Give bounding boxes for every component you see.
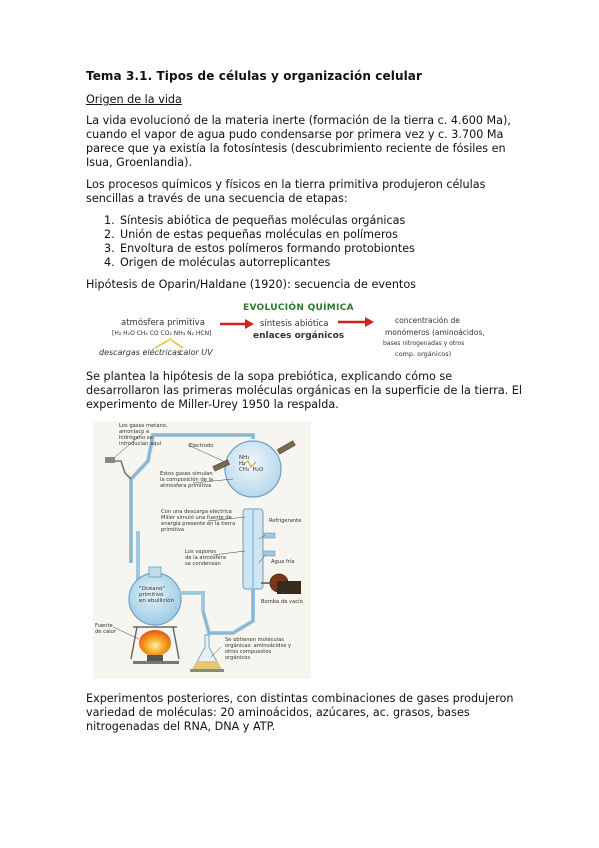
miller-urey-figure [93,421,311,679]
list-item: 1. Síntesis abiótica de pequeñas moléculas orgánicas [104,214,406,227]
paragraph-prebiotic-soup: Se plantea la hipótesis de la sopa prebiótica, explicando cómo se desarrollaron las primeras moléculas orgánicas en la superficie de la tierra. El experimento de Miller-Urey 1950 la respalda. [86,370,522,411]
paragraph-later-experiments: Experimentos posteriores, con distintas combinaciones de gases produjeron variedad de moléculas: 20 aminoácidos, azúcares, ac. grasos, bases nitrogenadas del RNA, DNA y ATP. [86,692,514,733]
result-line-1: concentración de [395,316,460,325]
label-ocean: "Océano" primitivo en ebullición [139,586,174,604]
label-heat: Fuente de calor [95,623,116,635]
discharges-label: descargas eléctricas [99,348,182,357]
result-line-4: comp. orgánicos) [395,350,452,358]
diagram-arrows [95,300,505,362]
flame-icon [139,630,171,656]
hypothesis-line: Hipótesis de Oparin/Haldane (1920): secuencia de eventos [86,278,416,291]
label-result: Se obtienen moléculas orgánicas: aminoácidos y otros compuestos orgánicos [225,637,292,661]
atmosphere-label: atmósfera primitiva [121,318,205,328]
label-water: Agua fría [271,559,295,565]
section-heading: Origen de la vida [86,93,182,106]
list-item: 4. Origen de moléculas autorreplicantes [104,256,331,269]
label-flask-gases: NH₃ H₂ CH₄ H₂O [239,455,264,473]
label-electrode: Electrodo [189,443,214,449]
paragraph-processes: Los procesos químicos y físicos en la tierra primitiva produjeron células sencillas a través de una secuencia de etapas: [86,178,486,205]
label-discharge: Con una descarga eléctrica Miller simuló una fuente de energía presente en la tierra primitiva [161,509,236,533]
result-line-3: bases nitrogenadas y otros [383,340,465,347]
label-pump: Bomba de vacío [261,599,303,605]
uv-label: calor UV [179,348,213,357]
arrow-icon [220,317,374,329]
result-line-2: monómeros (aminoácidos, [385,328,485,337]
label-cooler: Refrigerante [269,518,302,524]
label-vapors: Los vapores de la atmósfera se condensan [185,549,226,567]
gases-label: [H₂ H₂O CH₄ CO CO₂ NH₃ N₂ HCN] [112,330,212,337]
label-mix: Estos gases simulan la composición de la atmósfera primitiva [160,471,214,489]
convergence-icon [155,338,183,348]
list-item: 2. Unión de estas pequeñas moléculas en polímeros [104,228,398,241]
abiotic-label: síntesis abiótica [260,319,329,329]
document-title: Tema 3.1. Tipos de células y organización celular [86,69,423,83]
stages-list [86,214,415,270]
diagram-title: EVOLUCIÓN QUÍMICA [243,303,354,313]
paragraph-origin: La vida evolucionó de la materia inerte (formación de la tierra c. 4.600 Ma), cuando el vapor de agua pudo condensarse por primera vez y c. 3.700 Ma parece que ya existía la fotosíntesis (descubrimiento reciente de fósiles en Isua, Groenlandia). [86,114,511,169]
list-item: 3. Envoltura de estos polímeros formando protobiontes [104,242,415,255]
chemical-evolution-diagram [95,300,505,362]
label-gases: Los gases metano, amoníaco e hidrógeno se introducían aquí [119,423,168,447]
bonds-label: enlaces orgánicos [253,331,345,341]
